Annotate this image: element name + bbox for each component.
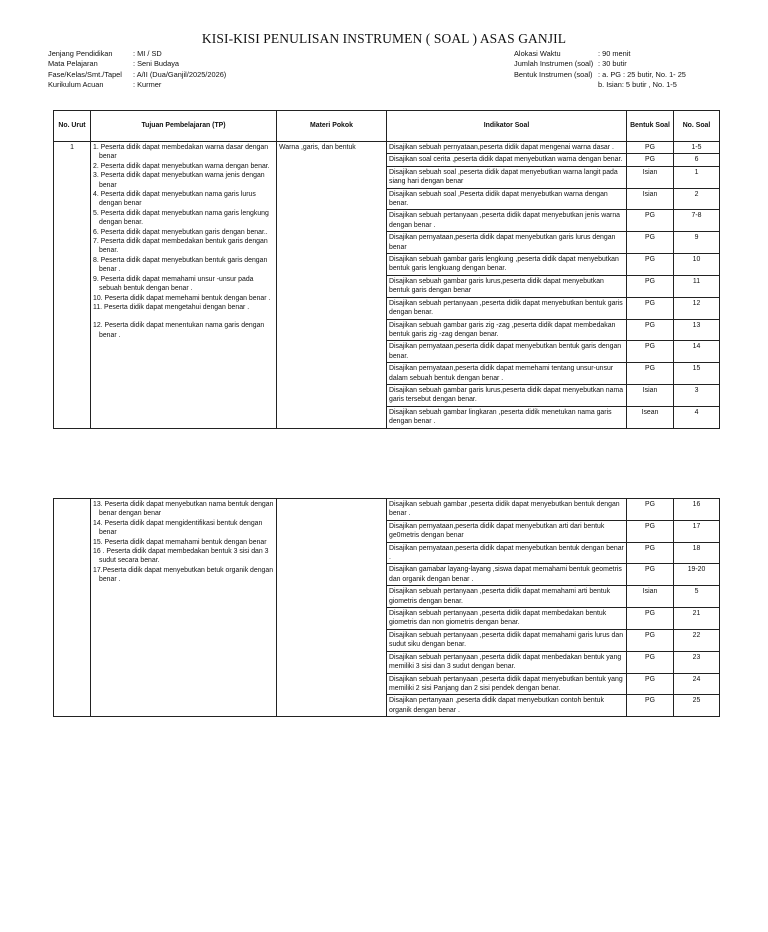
indikator-cell: Disajikan sebuah pertanyaan ,peserta didik dapat menyebutkan bentuk yang memiliki 2 sisi Panjang dan 2 sisi pendek dengan benar.: [387, 673, 627, 695]
bentuk-soal-cell: PG: [627, 154, 674, 166]
no-soal-cell: 19-20: [674, 564, 720, 586]
no-soal-cell: 11: [674, 275, 720, 297]
tp-item: 14. Peserta didik dapat mengidentifikasi bentuk dengan benar: [93, 519, 263, 537]
bentuk-soal-cell: PG: [627, 254, 674, 276]
materi-cell: [277, 499, 387, 717]
tp-item: 7. Peserta didik dapat membedakan bentuk garis dengan benar.: [93, 238, 268, 255]
meta-value: : A/II (Dua/Ganjil/2025/2026): [133, 69, 227, 79]
table-row: [54, 142, 720, 154]
no-soal-cell: 12: [674, 297, 720, 319]
header-no-urut: No. Urut: [54, 111, 91, 142]
meta-value: b. Isian: 5 butir , No. 1-5: [598, 80, 677, 90]
indikator-cell: Disajikan sebuah pertanyaan ,peserta didik dapat menyebutkan bentuk garis dengan benar.: [387, 297, 627, 319]
bentuk-soal-cell: PG: [627, 341, 674, 363]
no-soal-cell: 16: [674, 499, 720, 521]
tp-item: 8. Peserta didik dapat menyebutkan bentuk garis dengan benar .: [93, 256, 268, 274]
tp-item: 12. Peserta didik dapat menentukan nama garis dengan benar .: [93, 322, 265, 339]
meta-value: : 90 menit: [598, 49, 631, 58]
tp-spacer: [93, 312, 274, 321]
indikator-cell: Disajikan pernyataan,peserta didik dapat menyebutkan arti dari bentuk ge0metris dengan benar: [387, 520, 627, 542]
header-indikator: Indikator Soal: [387, 111, 627, 142]
meta-row: [514, 49, 686, 59]
bentuk-soal-cell: PG: [627, 275, 674, 297]
no-soal-cell: 15: [674, 363, 720, 385]
bentuk-soal-cell: PG: [627, 608, 674, 630]
indikator-cell: Disajikan sebuah soal ,peserta didik dapat menyebutkan warna langit pada siang hari dengan benar: [387, 166, 627, 188]
tp-item: 17.Peserta didik dapat menyebutkan betuk organik dengan benar .: [93, 566, 274, 584]
indikator-cell: Disajikan pernyataan,peserta didik dapat menyebutkan bentuk garis dengan benar.: [387, 341, 627, 363]
bentuk-soal-cell: Isean: [627, 406, 674, 428]
indikator-cell: Disajikan soal cerita ,peserta didik dapat menyebutkan warna dengan benar.: [387, 154, 627, 166]
meta-row: [514, 59, 686, 69]
meta-row: [514, 80, 686, 90]
no-soal-cell: 23: [674, 651, 720, 673]
indikator-cell: Disajikan pernyataan,peserta didik dapat menyebutkan bentuk dengan benar .: [387, 542, 627, 564]
no-soal-cell: 24: [674, 673, 720, 695]
bentuk-soal-cell: PG: [627, 499, 674, 521]
meta-value: : a. PG : 25 butir, No. 1- 25: [598, 69, 686, 79]
table-row: [54, 499, 720, 521]
no-soal-cell: 1-5: [674, 142, 720, 154]
no-soal-cell: 13: [674, 319, 720, 341]
no-soal-cell: 14: [674, 341, 720, 363]
indikator-cell: Disajikan sebuah gambar garis lengkung ,peserta didik dapat menyebutkan bentuk garis lengkuang dengan benar.: [387, 254, 627, 276]
no-soal-cell: 4: [674, 406, 720, 428]
indikator-cell: Disajikan pernyataan,peserta didik dapat memehami tentang unsur-unsur dalam sebuah bentuk dengan benar .: [387, 363, 627, 385]
meta-value: : Seni Budaya: [133, 59, 180, 69]
meta-label: Alokasi Waktu: [514, 49, 561, 58]
kisi-kisi-table-2: [53, 498, 720, 717]
meta-row: [48, 49, 226, 59]
header-tp: Tujuan Pembelajaran (TP): [91, 111, 277, 142]
materi-cell: Warna ,garis, dan bentuk: [277, 142, 387, 429]
tp-item: 1. Peserta didik dapat membedakan warna dasar dengan benar: [93, 144, 269, 161]
no-soal-cell: 21: [674, 608, 720, 630]
meta-left: [48, 49, 226, 91]
bentuk-soal-cell: PG: [627, 542, 674, 564]
indikator-cell: Disajikan sebuah pertanyaan ,peserta didik dapat menbedakan bentuk yang memiliki 3 sisi dan 3 sudut dengan benar.: [387, 651, 627, 673]
no-urut-cell: 1: [54, 142, 91, 429]
indikator-cell: Disajikan sebuah soal ,Peserta didik dapat menyebutkan warna dengan benar.: [387, 188, 627, 210]
indikator-cell: Disajikan sebuah gambar garis lurus,peserta didik dapat menyebutkan nama garis tersebut dengan benar.: [387, 384, 627, 406]
no-soal-cell: 7-8: [674, 210, 720, 232]
bentuk-soal-cell: PG: [627, 673, 674, 695]
no-soal-cell: 17: [674, 520, 720, 542]
meta-label: [514, 80, 598, 90]
tp-cell: [91, 499, 277, 717]
bentuk-soal-cell: PG: [627, 142, 674, 154]
indikator-cell: Disajikan sebuah gambar garis lurus,peserta didik dapat menyebutkan bentuk garis dengan benar: [387, 275, 627, 297]
tp-cell: [91, 142, 277, 429]
meta-right: [514, 49, 686, 91]
meta-value: : Kurmer: [133, 80, 162, 90]
tp-item: 3. Peserta didik dapat menyebutkan warna jenis dengan benar: [93, 172, 265, 189]
tp-item: 6. Peserta didik dapat menyebutkan garis dengan benar..: [93, 228, 268, 236]
tp-item: 5. Peserta didik dapat menyebutkan nama garis lengkung dengan benar.: [93, 209, 269, 227]
indikator-cell: Disajikan pertanyaan ,peserta didik dapat menyebutkan contoh bentuk organik dengan benar .: [387, 695, 627, 717]
bentuk-soal-cell: PG: [627, 695, 674, 717]
meta-row: [48, 80, 226, 90]
no-soal-cell: 18: [674, 542, 720, 564]
tp-item: 4. Peserta didik dapat menyebutkan nama garis lurus dengan benar: [93, 191, 256, 208]
indikator-cell: Disajikan sebuah gambar garis zig -zag ,peserta didik dapat membedakan bentuk garis zig -zag dengan benar.: [387, 319, 627, 341]
tp-item: 16 . Peserta didik dapat membedakan bentuk 3 sisi dan 3 sudut secara benar.: [93, 548, 269, 565]
meta-label: Bentuk Instrumen (soal): [514, 69, 593, 79]
bentuk-soal-cell: PG: [627, 210, 674, 232]
no-soal-cell: 22: [674, 629, 720, 651]
bentuk-soal-cell: PG: [627, 629, 674, 651]
bentuk-soal-cell: Isian: [627, 586, 674, 608]
indikator-cell: Disajikan sebuah pertanyaan ,peserta didik dapat menyebutkan jenis warna dengan benar .: [387, 210, 627, 232]
tp-item: 13. Peserta didik dapat menyebutkan nama bentuk dengan benar dengan benar: [93, 501, 274, 518]
bentuk-soal-cell: PG: [627, 319, 674, 341]
bentuk-soal-cell: PG: [627, 297, 674, 319]
meta-label: Jumlah Instrumen (soal): [514, 59, 594, 69]
kisi-kisi-table-1: [53, 110, 720, 429]
bentuk-soal-cell: Isian: [627, 166, 674, 188]
tp-item: 11. Peserta didik dapat mengetahui dengan benar .: [93, 303, 250, 311]
bentuk-soal-cell: PG: [627, 564, 674, 586]
no-soal-cell: 1: [674, 166, 720, 188]
bentuk-soal-cell: PG: [627, 363, 674, 385]
bentuk-soal-cell: PG: [627, 232, 674, 254]
indikator-cell: Disajikan sebuah gambar ,peserta didik dapat menyebutkan bentuk dengan benar .: [387, 499, 627, 521]
no-soal-cell: 10: [674, 254, 720, 276]
header-no-soal: No. Soal: [674, 111, 720, 142]
meta-label: Jenjang Pendidikan: [48, 49, 113, 58]
bentuk-soal-cell: PG: [627, 651, 674, 673]
no-soal-cell: 2: [674, 188, 720, 210]
header-bentuk-soal: Bentuk Soal: [627, 111, 674, 142]
tp-item: 2. Peserta didik dapat menyebutkan warna dengan benar.: [93, 162, 270, 170]
meta-row: [48, 59, 226, 69]
no-soal-cell: 5: [674, 586, 720, 608]
meta-label: Fase/Kelas/Smt./Tapel: [48, 69, 122, 79]
no-soal-cell: 9: [674, 232, 720, 254]
document-title: KISI-KISI PENULISAN INSTRUMEN ( SOAL ) ASAS GANJIL: [201, 31, 567, 46]
tp-item: 10. Peserta didik dapat memehami bentuk dengan benar .: [93, 294, 271, 302]
meta-value: : 30 butir: [598, 59, 627, 69]
indikator-cell: Disajikan sebuah pertanyaan ,peserta didik dapat memahami arti bentuk giometris dengan benar.: [387, 586, 627, 608]
indikator-cell: Disajikan sebuah pernyataan,peserta didik dapat mengenai warna dasar .: [387, 142, 627, 154]
bentuk-soal-cell: Isian: [627, 384, 674, 406]
tp-item: 9. Peserta didik dapat memahami unsur -unsur pada sebuah bentuk dengan benar .: [93, 275, 254, 293]
tp-item: 15. Peserta didik dapat memahami bentuk dengan benar: [93, 538, 267, 546]
no-soal-cell: 6: [674, 154, 720, 166]
no-urut-cell: [54, 499, 91, 717]
bentuk-soal-cell: PG: [627, 520, 674, 542]
meta-label: Mata Pelajaran: [48, 59, 98, 69]
no-soal-cell: 25: [674, 695, 720, 717]
indikator-cell: Disajikan gamabar layang-layang ,siswa dapat memahami bentuk geometris dan organik dengan benar .: [387, 564, 627, 586]
meta-row: [514, 70, 686, 80]
bentuk-soal-cell: Isian: [627, 188, 674, 210]
meta-value: : MI / SD: [133, 49, 162, 58]
no-soal-cell: 3: [674, 384, 720, 406]
indikator-cell: Disajikan sebuah gambar lingkaran ,peserta didik menetukan nama garis dengan benar .: [387, 406, 627, 428]
indikator-cell: Disajikan sebuah pertanyaan ,peserta didik dapat membedakan bentuk giometris dan non giometris dengan benar.: [387, 608, 627, 630]
indikator-cell: Disajikan sebuah pertanyaan ,peserta didik dapat memahami garis lurus dan sudut siku dengan benar.: [387, 629, 627, 651]
header-materi: Materi Pokok: [277, 111, 387, 142]
indikator-cell: Disajikan pernyataan,peserta didik dapat menyebutkan garis lurus dengan benar: [387, 232, 627, 254]
meta-label: Kurikulum Acuan: [48, 80, 104, 90]
meta-row: [48, 70, 226, 80]
